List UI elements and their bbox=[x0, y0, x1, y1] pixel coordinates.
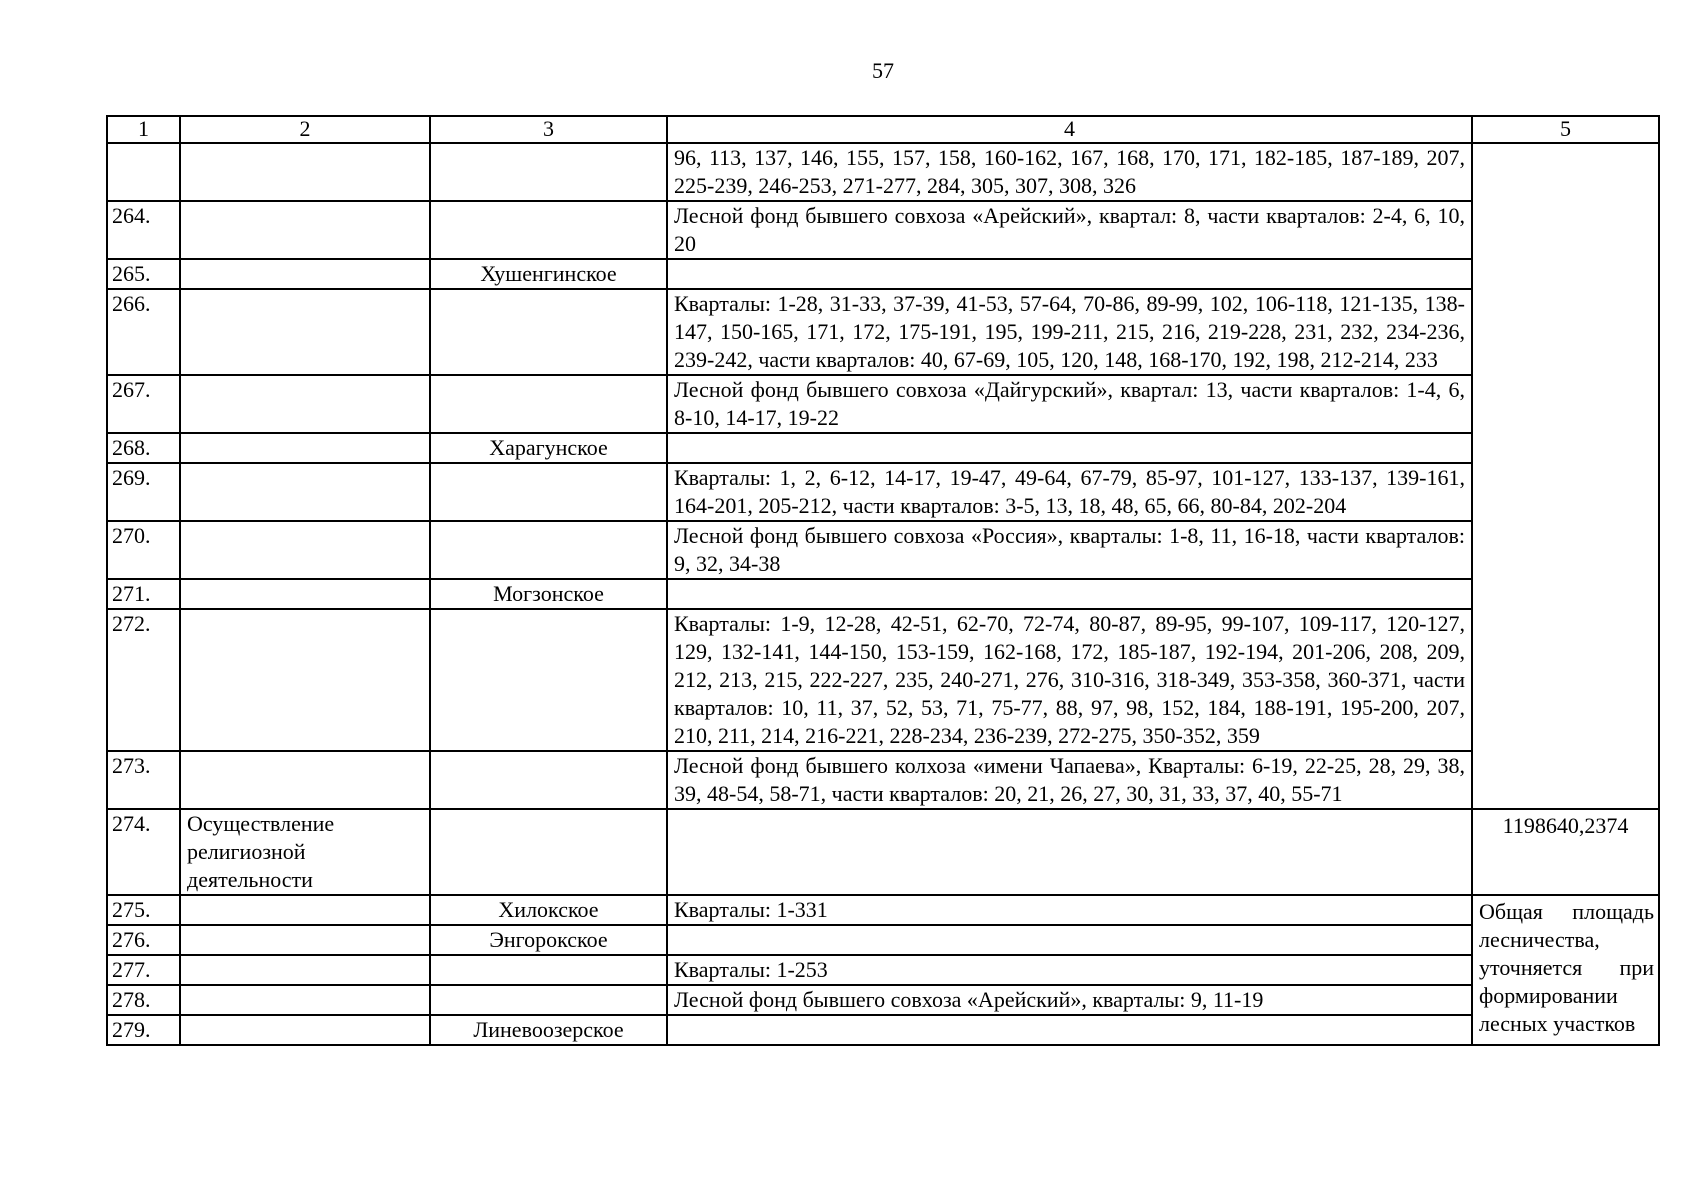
row-number: 275. bbox=[107, 895, 180, 925]
table-row bbox=[107, 143, 1659, 201]
row-number: 268. bbox=[107, 433, 180, 463]
row-number: 267. bbox=[107, 375, 180, 433]
quarters-cell bbox=[667, 809, 1472, 895]
table-row bbox=[107, 433, 1659, 463]
purpose-cell bbox=[180, 521, 430, 579]
quarters-cell: Кварталы: 1-9, 12-28, 42-51, 62-70, 72-74, 80-87, 89-95, 99-107, 109-117, 120-127, 129, 132-141, 144-150, 153-159, 162-168, 172, 185-187, 192-194, 201-206, 208, 209, 212, 213, 215, 222-227, 235, 240-271, 276, 310-316, 318-349, 353-358, 360-371, части кварталов: 10, 11, 37, 52, 53, 71, 75-77, 88, 97, 98, 152, 184, 188-191, 195-200, 207, 210, 211, 214, 216-221, 228-234, 236-239, 272-275, 350-352, 359 bbox=[667, 609, 1472, 751]
quarters-cell bbox=[667, 433, 1472, 463]
row-number: 269. bbox=[107, 463, 180, 521]
purpose-cell bbox=[180, 751, 430, 809]
total-area-value: 1198640,2374 bbox=[1472, 809, 1659, 895]
table-row bbox=[107, 809, 1659, 895]
area-cell bbox=[1472, 143, 1659, 809]
table-row bbox=[107, 521, 1659, 579]
purpose-cell bbox=[180, 1015, 430, 1045]
row-number: 277. bbox=[107, 955, 180, 985]
quarters-cell: Лесной фонд бывшего совхоза «Арейский», кварталы: 9, 11-19 bbox=[667, 985, 1472, 1015]
row-number: 266. bbox=[107, 289, 180, 375]
district-cell bbox=[430, 521, 667, 579]
district-cell bbox=[430, 463, 667, 521]
table-row bbox=[107, 289, 1659, 375]
row-number: 272. bbox=[107, 609, 180, 751]
district-cell: Могзонское bbox=[430, 579, 667, 609]
purpose-cell bbox=[180, 955, 430, 985]
purpose-cell bbox=[180, 433, 430, 463]
table-row bbox=[107, 955, 1659, 985]
district-cell: Хилокское bbox=[430, 895, 667, 925]
quarters-cell: Лесной фонд бывшего колхоза «имени Чапаева», Кварталы: 6-19, 22-25, 28, 29, 38, 39, 48-54, 58-71, части кварталов: 20, 21, 26, 27, 30, 31, 33, 37, 40, 55-71 bbox=[667, 751, 1472, 809]
table-row bbox=[107, 579, 1659, 609]
row-number: 273. bbox=[107, 751, 180, 809]
quarters-cell bbox=[667, 579, 1472, 609]
purpose-cell bbox=[180, 143, 430, 201]
district-cell: Хушенгинское bbox=[430, 259, 667, 289]
row-number: 279. bbox=[107, 1015, 180, 1045]
district-cell bbox=[430, 201, 667, 259]
header-cell-5: 5 bbox=[1472, 116, 1659, 143]
row-number bbox=[107, 143, 180, 201]
purpose-cell: Осуществление религиозной деятельности bbox=[180, 809, 430, 895]
district-cell bbox=[430, 143, 667, 201]
district-cell bbox=[430, 375, 667, 433]
purpose-cell bbox=[180, 925, 430, 955]
quarters-cell: Кварталы: 1-331 bbox=[667, 895, 1472, 925]
purpose-cell bbox=[180, 463, 430, 521]
district-cell bbox=[430, 751, 667, 809]
district-cell bbox=[430, 609, 667, 751]
quarters-cell: Лесной фонд бывшего совхоза «Россия», кварталы: 1-8, 11, 16-18, части кварталов: 9, 32, 34-38 bbox=[667, 521, 1472, 579]
page-number: 57 bbox=[872, 58, 894, 83]
table-row bbox=[107, 259, 1659, 289]
purpose-cell bbox=[180, 609, 430, 751]
table-row bbox=[107, 201, 1659, 259]
purpose-cell bbox=[180, 289, 430, 375]
table-row bbox=[107, 1015, 1659, 1045]
district-cell bbox=[430, 809, 667, 895]
district-cell: Линевоозерское bbox=[430, 1015, 667, 1045]
purpose-cell bbox=[180, 895, 430, 925]
quarters-cell: 96, 113, 137, 146, 155, 157, 158, 160-162, 167, 168, 170, 171, 182-185, 187-189, 207, 225-239, 246-253, 271-277, 284, 305, 307, 308, 326 bbox=[667, 143, 1472, 201]
quarters-cell: Лесной фонд бывшего совхоза «Арейский», квартал: 8, части кварталов: 2-4, 6, 10, 20 bbox=[667, 201, 1472, 259]
quarters-cell: Кварталы: 1, 2, 6-12, 14-17, 19-47, 49-64, 67-79, 85-97, 101-127, 133-137, 139-161, 164-201, 205-212, части кварталов: 3-5, 13, 18, 48, 65, 66, 80-84, 202-204 bbox=[667, 463, 1472, 521]
row-number: 265. bbox=[107, 259, 180, 289]
header-cell-1: 1 bbox=[107, 116, 180, 143]
purpose-cell bbox=[180, 579, 430, 609]
quarters-cell bbox=[667, 1015, 1472, 1045]
row-number: 276. bbox=[107, 925, 180, 955]
table-row bbox=[107, 609, 1659, 751]
header-cell-2: 2 bbox=[180, 116, 430, 143]
row-number: 271. bbox=[107, 579, 180, 609]
district-cell bbox=[430, 985, 667, 1015]
area-note: Общая площадь лесничества, уточняется при формировании лесных участков bbox=[1472, 895, 1659, 1045]
quarters-cell bbox=[667, 259, 1472, 289]
quarters-cell: Лесной фонд бывшего совхоза «Дайгурский», квартал: 13, части кварталов: 1-4, 6, 8-10, 14-17, 19-22 bbox=[667, 375, 1472, 433]
table-row bbox=[107, 895, 1659, 925]
table-row bbox=[107, 751, 1659, 809]
quarters-cell: Кварталы: 1-28, 31-33, 37-39, 41-53, 57-64, 70-86, 89-99, 102, 106-118, 121-135, 138-147, 150-165, 171, 172, 175-191, 195, 199-211, 215, 216, 219-228, 231, 232, 234-236, 239-242, части кварталов: 40, 67-69, 105, 120, 148, 168-170, 192, 198, 212-214, 233 bbox=[667, 289, 1472, 375]
row-number: 274. bbox=[107, 809, 180, 895]
district-cell: Энгорокское bbox=[430, 925, 667, 955]
table-row bbox=[107, 985, 1659, 1015]
purpose-cell bbox=[180, 375, 430, 433]
header-cell-3: 3 bbox=[430, 116, 667, 143]
table-row bbox=[107, 463, 1659, 521]
purpose-cell bbox=[180, 985, 430, 1015]
row-number: 264. bbox=[107, 201, 180, 259]
district-cell bbox=[430, 289, 667, 375]
quarters-cell: Кварталы: 1-253 bbox=[667, 955, 1472, 985]
district-cell: Харагунское bbox=[430, 433, 667, 463]
purpose-cell bbox=[180, 201, 430, 259]
table-row bbox=[107, 925, 1659, 955]
header-row bbox=[107, 116, 1659, 143]
header-cell-4: 4 bbox=[667, 116, 1472, 143]
quarters-cell bbox=[667, 925, 1472, 955]
row-number: 270. bbox=[107, 521, 180, 579]
row-number: 278. bbox=[107, 985, 180, 1015]
table-row bbox=[107, 375, 1659, 433]
district-cell bbox=[430, 955, 667, 985]
purpose-cell bbox=[180, 259, 430, 289]
forest-table bbox=[106, 115, 1660, 1046]
